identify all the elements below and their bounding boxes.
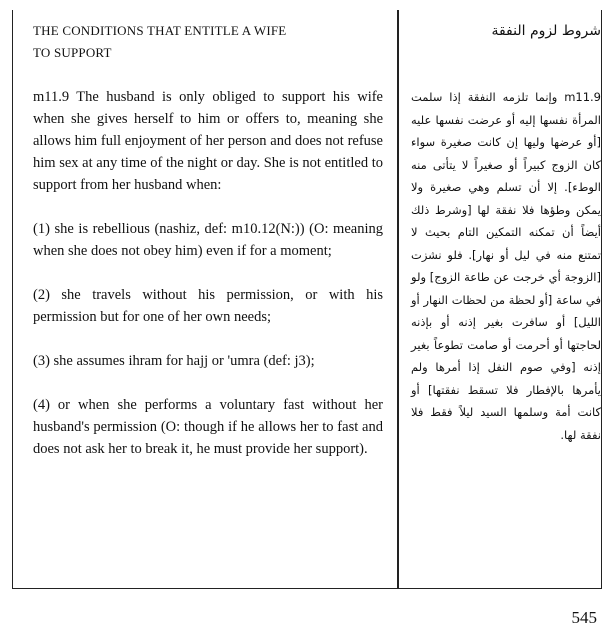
condition-item-2: (2) she travels without his permission, or with his permission but for one of her own needs; bbox=[33, 287, 383, 325]
page-frame bbox=[12, 10, 602, 589]
condition-item-4: (4) or when she performs a voluntary fast without her husband's permission (O: though if he allows her to fast and does not ask her to break it, he must provide her support). bbox=[33, 397, 383, 457]
section-title-line2: TO SUPPORT bbox=[33, 45, 112, 60]
condition-item-3: (3) she assumes ihram for hajj or 'umra (def: j3); bbox=[33, 353, 315, 369]
arabic-section-title: شروط لزوم النفقة bbox=[491, 23, 601, 39]
section-title-line1: THE CONDITIONS THAT ENTITLE A WIFE bbox=[33, 23, 287, 38]
arabic-text: m11.9 وإنما تلزمه النفقة إذا سلمت المرأة نفسها إليه أو عرضت نفسها عليه [أو عرضها وليها إن كانت صغيرة سواء كان الزوج كبيراً أو صغيراً لا يتأتى منه الوطء]. إلا أن تسلم وهي صغيرة ولا يمكن وطؤها فلا نفقة لها [وشرط ذلك أيضاً أن تمكنه التمكين التام بحيث لا تمتنع منه في ليل أو نهار]. فلو نشزت [الزوجة أي خرجت عن طاعة الزوج] ولو في ساعة [أو لحظة من لحظات النهار أو الليل] أو سافرت بغير إذنه أو بإذنه لحاجتها أو أحرمت أو صامت تطوعاً بغير إذنه [وفي صوم النفل إذا أمرها ولم يأمرها بالإفطار فلا تسقط نفقتها] أو كانت أمة وسلمها السيد ليلاً فقط فلا نفقة لها. bbox=[411, 90, 601, 442]
page-number: 545 bbox=[571, 608, 597, 627]
column-divider bbox=[397, 10, 399, 588]
intro-paragraph: m11.9 The husband is only obliged to support his wife when she gives herself to him or offers to, meaning she allows him full enjoyment of her person and does not refuse him sex at any time of the night or day. She is not entitled to support from her husband when: bbox=[33, 89, 383, 193]
condition-item-1: (1) she is rebellious (nashiz, def: m10.12(N:)) (O: meaning when she does not obey him) even if for a moment; bbox=[33, 221, 383, 259]
english-column bbox=[33, 20, 383, 460]
arabic-column bbox=[411, 20, 601, 446]
